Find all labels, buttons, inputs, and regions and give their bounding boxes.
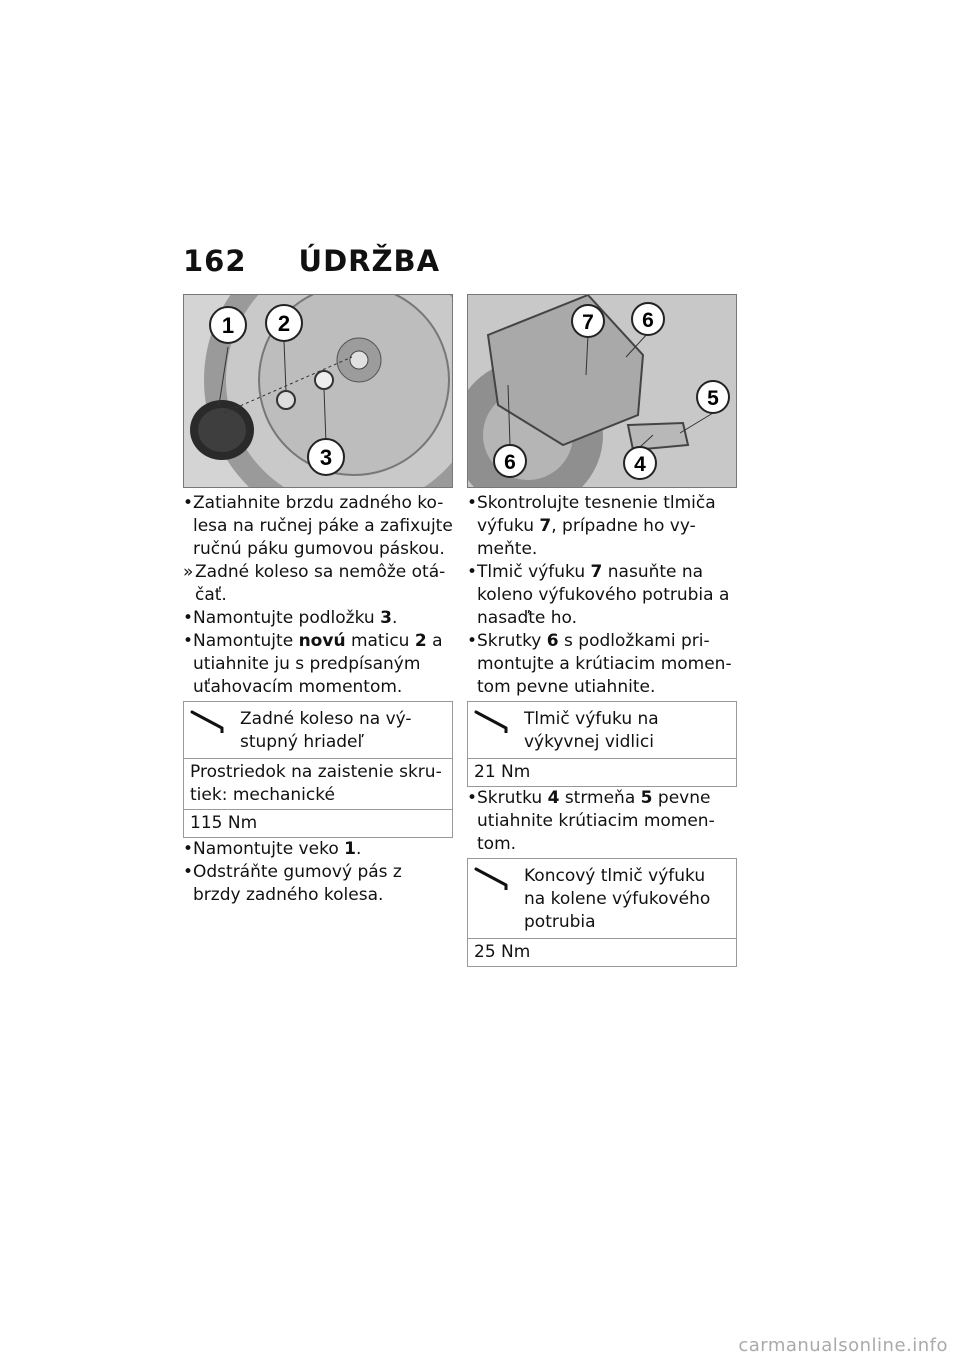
step-install-cap xyxy=(183,838,453,861)
torque-spec-wheel xyxy=(183,701,453,838)
step-text: Namontujte xyxy=(193,631,294,651)
step-text: Skrutky xyxy=(477,631,542,651)
result-wheel-locked xyxy=(183,561,453,607)
step-text: s podložkami pri-montujte a krútiacim momen-tom pevne utiahnite. xyxy=(477,631,732,697)
spec-value: 25 Nm xyxy=(468,938,736,966)
bullet: • xyxy=(467,631,478,651)
step-text: Tlmič výfuku xyxy=(477,562,586,582)
wrench-icon xyxy=(474,865,514,891)
ref-number: 5 xyxy=(640,788,653,808)
callout-5: 5 xyxy=(707,387,719,410)
result-text: Zadné koleso sa nemôže otá-čať. xyxy=(195,562,446,605)
callout-2: 2 xyxy=(277,311,291,336)
figure-exhaust xyxy=(467,294,737,488)
bullet: • xyxy=(183,839,194,859)
ref-number: 7 xyxy=(590,562,603,582)
bullet: • xyxy=(183,631,194,651)
callout-1: 1 xyxy=(221,313,235,338)
step-text: maticu xyxy=(350,631,410,651)
callout-6-top: 6 xyxy=(642,309,654,332)
page-number: 162 xyxy=(183,244,247,278)
step-text: strmeňa xyxy=(564,788,636,808)
step-apply-brake xyxy=(183,492,453,561)
step-text: Skontrolujte tesnenie tlmiča výfuku xyxy=(477,493,716,536)
figure-rear-wheel xyxy=(183,294,453,488)
torque-spec-manifold xyxy=(467,858,737,967)
step-install-nut xyxy=(183,630,453,699)
ref-number: 6 xyxy=(546,631,559,651)
step-remove-strap xyxy=(183,861,453,907)
exhaust-illustration xyxy=(468,295,736,487)
bullet: • xyxy=(183,862,194,882)
step-text: Zatiahnite brzdu zadného ko-lesa na ručnej páke a zafixujte ručnú páku gumovou páskou. xyxy=(193,493,453,559)
step-text: , prípadne ho vy-meňte. xyxy=(477,516,696,559)
wrench-icon xyxy=(474,708,514,734)
callout-4: 4 xyxy=(634,453,646,476)
emphasis-new: novú xyxy=(298,631,346,651)
step-text: Namontujte veko xyxy=(193,839,339,859)
bullet: • xyxy=(467,493,478,513)
ref-number: 4 xyxy=(547,788,560,808)
left-column xyxy=(183,492,453,907)
callout-7: 7 xyxy=(582,311,594,334)
step-text: Skrutku xyxy=(477,788,543,808)
punctuation: . xyxy=(391,608,398,628)
spec-title: Tlmič výfuku na výkyvnej vidlici xyxy=(524,709,659,752)
bullet: • xyxy=(183,608,194,628)
ref-number: 1 xyxy=(344,839,356,859)
step-text: Namontujte podložku xyxy=(193,608,375,628)
spec-value: 115 Nm xyxy=(184,809,452,837)
callout-3: 3 xyxy=(319,445,333,470)
step-text: pevne utiahnite krútiacim momen-tom. xyxy=(477,788,715,854)
result-marker: » xyxy=(183,562,194,582)
wrench-icon xyxy=(190,708,230,734)
punctuation: . xyxy=(355,839,362,859)
spec-value: 21 Nm xyxy=(468,758,736,786)
section-title: ÚDRŽBA xyxy=(298,244,441,278)
step-text: a utiahnite ju s predpísaným uťahovacím momentom. xyxy=(193,631,443,697)
watermark: carmanualsonline.info xyxy=(738,1335,948,1356)
right-column xyxy=(467,492,737,967)
step-install-washer xyxy=(183,607,453,630)
ref-number: 2 xyxy=(414,631,427,651)
bullet: • xyxy=(467,562,478,582)
ref-number: 7 xyxy=(539,516,552,536)
step-slide-muffler xyxy=(467,561,737,630)
step-text: Odstráňte gumový pás z brzdy zadného kolesa. xyxy=(193,862,402,905)
spec-title: Zadné koleso na vý-stupný hriadeľ xyxy=(240,709,412,752)
torque-spec-swingarm xyxy=(467,701,737,787)
spec-title: Koncový tlmič výfuku na kolene výfukového potrubia xyxy=(524,866,711,932)
bullet: • xyxy=(183,493,194,513)
step-install-screws xyxy=(467,630,737,699)
page-header xyxy=(183,244,440,278)
step-text: nasuňte na koleno výfukového potrubia a nasaďte ho. xyxy=(477,562,730,628)
spec-note: Prostriedok na zaistenie skru-tiek: mechanické xyxy=(184,758,452,809)
bullet: • xyxy=(467,788,478,808)
ref-number: 3 xyxy=(380,608,392,628)
step-tighten-clamp xyxy=(467,787,737,856)
step-check-seal xyxy=(467,492,737,561)
callout-6-bottom: 6 xyxy=(504,451,516,474)
rear-wheel-illustration xyxy=(184,295,452,487)
